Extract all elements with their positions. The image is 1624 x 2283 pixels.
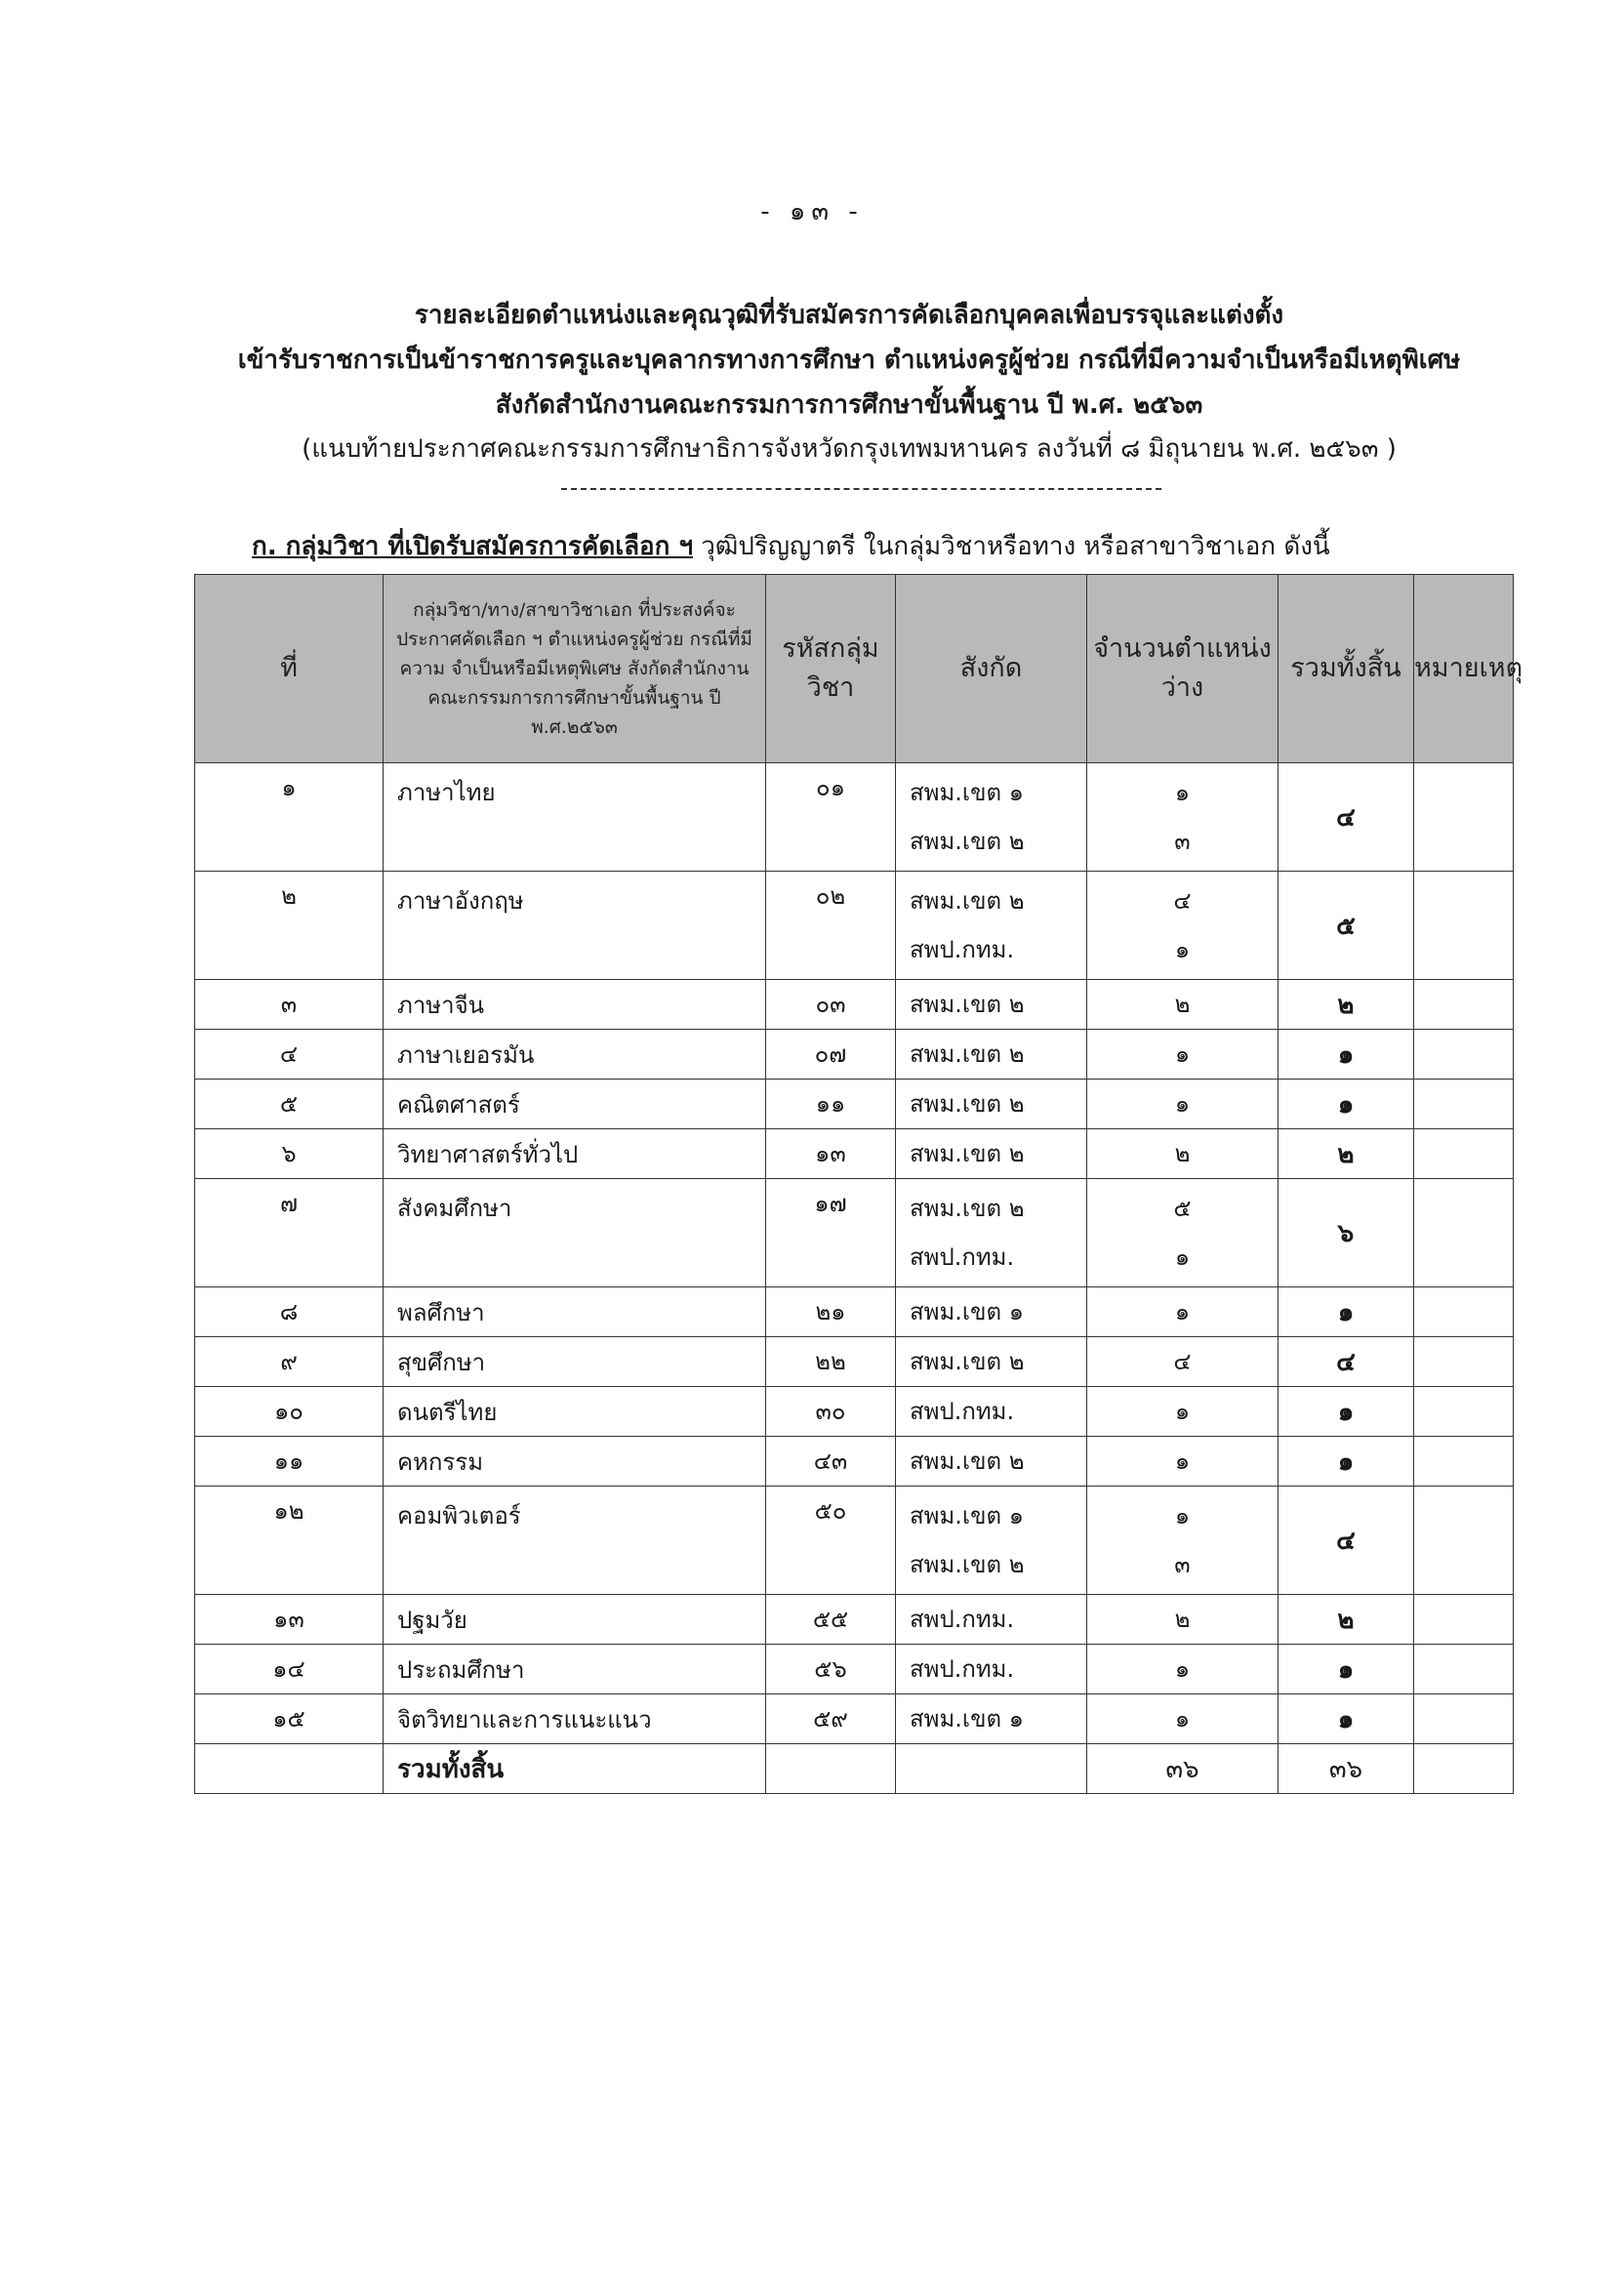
row-number: ๑๑ [195, 1437, 384, 1487]
positions-table [194, 574, 1523, 1794]
row-number: ๗ [195, 1179, 384, 1287]
row-code: ๑๓ [766, 1129, 896, 1179]
table-row [195, 1129, 1514, 1179]
section-label: ก. กลุ่มวิชา ที่เปิดรับสมัครการคัดเลือก ฯ [252, 532, 694, 561]
header-subject: กลุ่มวิชา/ทาง/สาขาวิชาเอก ที่ประสงค์จะประกาศคัดเลือก ฯ ตำแหน่งครูผู้ช่วย กรณีที่มีความ จำเป็นหรือมีเหตุพิเศษ สังกัดสำนักงานคณะกรรมการการศึกษาขั้นพื้นฐาน ปี พ.ศ.๒๕๖๓ [384, 575, 766, 763]
row-remark [1414, 1179, 1514, 1287]
row-subject: คหกรรม [384, 1437, 766, 1487]
table-header-row [195, 575, 1514, 763]
page-number: - ๑๓ - [760, 197, 864, 226]
header-vacancies: จำนวนตำแหน่งว่าง [1087, 575, 1279, 763]
row-remark [1414, 1129, 1514, 1179]
grand-total-empty [1414, 1744, 1514, 1794]
header-no: ที่ [195, 575, 384, 763]
row-vacancies [1087, 1487, 1279, 1595]
vacancy-count: ๔ [1173, 1348, 1192, 1375]
header-total: รวมทั้งสิ้น [1279, 575, 1414, 763]
row-total: ๑ [1279, 1645, 1414, 1694]
row-number: ๑๓ [195, 1595, 384, 1645]
row-affiliations [896, 1645, 1087, 1694]
table-row [195, 1387, 1514, 1437]
affiliation-item: สพม.เขต ๒ [910, 1090, 1025, 1118]
affiliation-item: สพม.เขต ๑ [910, 1298, 1024, 1325]
vacancy-count: ๑ [1174, 1705, 1191, 1733]
row-total: ๒ [1279, 1129, 1414, 1179]
row-affiliations [896, 980, 1087, 1030]
row-remark [1414, 1387, 1514, 1437]
vacancy-count: ๑ [1174, 936, 1191, 963]
row-total: ๑ [1279, 1694, 1414, 1744]
row-vacancies [1087, 763, 1279, 872]
row-vacancies [1087, 1437, 1279, 1487]
table-row [195, 1694, 1514, 1744]
row-remark [1414, 1645, 1514, 1694]
vacancy-count: ๑ [1174, 1298, 1191, 1325]
row-code: ๕๕ [766, 1595, 896, 1645]
row-remark [1414, 1437, 1514, 1487]
row-code: ๒๑ [766, 1287, 896, 1337]
row-remark [1414, 1487, 1514, 1595]
title-line-1: รายละเอียดตำแหน่งและคุณวุฒิที่รับสมัครการคัดเลือกบุคคลเพื่อบรรจุและแต่งตั้ง [414, 301, 1284, 330]
row-subject: ภาษาอังกฤษ [384, 872, 766, 980]
row-total: ๑ [1279, 1030, 1414, 1080]
row-affiliations [896, 1287, 1087, 1337]
row-total: ๑ [1279, 1287, 1414, 1337]
row-number: ๖ [195, 1129, 384, 1179]
header-code: รหัสกลุ่มวิชา [766, 575, 896, 763]
row-affiliations [896, 1595, 1087, 1645]
vacancy-count: ๕ [1173, 1195, 1192, 1222]
vacancy-count: ๑ [1174, 1655, 1191, 1683]
grand-total-label: รวมทั้งสิ้น [384, 1744, 766, 1794]
section-text: วุฒิปริญญาตรี ในกลุ่มวิชาหรือทาง หรือสาขาวิชาเอก ดังนี้ [693, 532, 1330, 561]
vacancy-count: ๑ [1174, 1447, 1191, 1475]
row-affiliations [896, 1694, 1087, 1744]
affiliation-item: สพป.กทม. [910, 936, 1015, 963]
row-code: ๕๙ [766, 1694, 896, 1744]
vacancy-count: ๑ [1174, 779, 1191, 806]
row-remark [1414, 872, 1514, 980]
row-number: ๔ [195, 1030, 384, 1080]
row-subject: ปฐมวัย [384, 1595, 766, 1645]
row-code: ๑๑ [766, 1080, 896, 1129]
row-number: ๑๔ [195, 1645, 384, 1694]
header-remark: หมายเหตุ [1414, 575, 1514, 763]
row-subject: คอมพิวเตอร์ [384, 1487, 766, 1595]
table-row [195, 1080, 1514, 1129]
row-total: ๒ [1279, 980, 1414, 1030]
row-remark [1414, 1287, 1514, 1337]
row-number: ๑๒ [195, 1487, 384, 1595]
dashed-separator [561, 488, 1161, 490]
affiliation-item: สพม.เขต ๒ [910, 887, 1025, 915]
vacancy-count: ๒ [1174, 1140, 1191, 1167]
table-row [195, 980, 1514, 1030]
row-vacancies [1087, 1337, 1279, 1387]
grand-total-empty [896, 1744, 1087, 1794]
row-code: ๐๓ [766, 980, 896, 1030]
table-row [195, 1645, 1514, 1694]
affiliation-item: สพป.กทม. [910, 1606, 1015, 1633]
table-row [195, 1030, 1514, 1080]
affiliation-item: สพป.กทม. [910, 1655, 1015, 1683]
row-total: ๔ [1279, 1487, 1414, 1595]
vacancy-count: ๑ [1174, 1040, 1191, 1068]
table-row [195, 1487, 1514, 1595]
affiliation-item: สพม.เขต ๒ [910, 1140, 1025, 1167]
affiliation-item: สพม.เขต ๒ [910, 1447, 1025, 1475]
row-number: ๘ [195, 1287, 384, 1337]
row-affiliations [896, 1337, 1087, 1387]
affiliation-item: สพม.เขต ๒ [910, 1040, 1025, 1068]
row-total: ๔ [1279, 1337, 1414, 1387]
row-total: ๑ [1279, 1080, 1414, 1129]
row-vacancies [1087, 872, 1279, 980]
row-subject: ภาษาจีน [384, 980, 766, 1030]
row-vacancies [1087, 1030, 1279, 1080]
title-line-3: สังกัดสำนักงานคณะกรรมการการศึกษาขั้นพื้นฐาน ปี พ.ศ. ๒๕๖๓ [495, 390, 1203, 420]
vacancy-count: ๑ [1174, 1398, 1191, 1425]
row-subject: คณิตศาสตร์ [384, 1080, 766, 1129]
row-code: ๒๒ [766, 1337, 896, 1387]
row-total: ๔ [1279, 763, 1414, 872]
table-row [195, 763, 1514, 872]
vacancy-count: ๒ [1174, 991, 1191, 1018]
row-code: ๑๗ [766, 1179, 896, 1287]
vacancy-count: ๑ [1174, 1502, 1191, 1529]
affiliation-item: สพม.เขต ๑ [910, 779, 1024, 806]
document-subtitle: (แนบท้ายประกาศคณะกรรมการศึกษาธิการจังหวัดกรุงเทพมหานคร ลงวันที่ ๘ มิถุนายน พ.ศ. ๒๕๖๓ ) [302, 434, 1397, 464]
affiliation-item: สพม.เขต ๑ [910, 1502, 1024, 1529]
row-vacancies [1087, 1595, 1279, 1645]
row-vacancies [1087, 1129, 1279, 1179]
row-remark [1414, 1080, 1514, 1129]
row-total: ๖ [1279, 1179, 1414, 1287]
vacancy-count: ๑ [1174, 1090, 1191, 1118]
row-remark [1414, 1694, 1514, 1744]
table-row [195, 1595, 1514, 1645]
row-affiliations [896, 1487, 1087, 1595]
row-number: ๓ [195, 980, 384, 1030]
vacancy-count: ๑ [1174, 1243, 1191, 1271]
row-total: ๒ [1279, 1595, 1414, 1645]
table-row [195, 1337, 1514, 1387]
row-remark [1414, 1337, 1514, 1387]
row-vacancies [1087, 1387, 1279, 1437]
row-remark [1414, 763, 1514, 872]
row-total: ๑ [1279, 1437, 1414, 1487]
row-code: ๓๐ [766, 1387, 896, 1437]
affiliation-item: สพม.เขต ๑ [910, 1705, 1024, 1733]
vacancy-count: ๒ [1174, 1606, 1191, 1633]
row-subject: สังคมศึกษา [384, 1179, 766, 1287]
row-code: ๐๑ [766, 763, 896, 872]
row-remark [1414, 1595, 1514, 1645]
affiliation-item: สพม.เขต ๒ [910, 1551, 1025, 1578]
row-vacancies [1087, 1179, 1279, 1287]
grand-total-empty [766, 1744, 896, 1794]
row-subject: วิทยาศาสตร์ทั่วไป [384, 1129, 766, 1179]
affiliation-item: สพป.กทม. [910, 1398, 1015, 1425]
row-number: ๑๕ [195, 1694, 384, 1744]
row-number: ๑๐ [195, 1387, 384, 1437]
row-subject: ประถมศึกษา [384, 1645, 766, 1694]
row-affiliations [896, 1129, 1087, 1179]
table-body [195, 763, 1514, 1794]
table-row [195, 1179, 1514, 1287]
row-affiliations [896, 1080, 1087, 1129]
row-number: ๙ [195, 1337, 384, 1387]
document-title [176, 293, 1522, 428]
row-subject: ภาษาไทย [384, 763, 766, 872]
row-affiliations [896, 763, 1087, 872]
row-vacancies [1087, 1645, 1279, 1694]
row-subject: สุขศึกษา [384, 1337, 766, 1387]
row-code: ๔๓ [766, 1437, 896, 1487]
row-affiliations [896, 1030, 1087, 1080]
affiliation-item: สพม.เขต ๒ [910, 828, 1025, 855]
row-vacancies [1087, 980, 1279, 1030]
row-number: ๑ [195, 763, 384, 872]
vacancy-count: ๓ [1174, 828, 1191, 855]
row-remark [1414, 980, 1514, 1030]
grand-total-row [195, 1744, 1514, 1794]
vacancy-count: ๓ [1174, 1551, 1191, 1578]
table-row [195, 1287, 1514, 1337]
row-subject: ภาษาเยอรมัน [384, 1030, 766, 1080]
table-row [195, 872, 1514, 980]
row-number: ๒ [195, 872, 384, 980]
row-vacancies [1087, 1694, 1279, 1744]
affiliation-item: สพม.เขต ๒ [910, 991, 1025, 1018]
row-code: ๐๒ [766, 872, 896, 980]
row-affiliations [896, 1387, 1087, 1437]
title-line-2: เข้ารับราชการเป็นข้าราชการครูและบุคลากรทางการศึกษา ตำแหน่งครูผู้ช่วย กรณีที่มีความจำเป็นหรือมีเหตุพิเศษ [237, 346, 1461, 375]
affiliation-item: สพม.เขต ๒ [910, 1195, 1025, 1222]
row-affiliations [896, 1437, 1087, 1487]
row-subject: ดนตรีไทย [384, 1387, 766, 1437]
row-affiliations [896, 1179, 1087, 1287]
row-affiliations [896, 872, 1087, 980]
header-affiliation: สังกัด [896, 575, 1087, 763]
row-code: ๐๗ [766, 1030, 896, 1080]
vacancy-count: ๔ [1173, 887, 1192, 915]
section-heading [252, 527, 1462, 566]
row-total: ๕ [1279, 872, 1414, 980]
row-subject: พลศึกษา [384, 1287, 766, 1337]
row-vacancies [1087, 1287, 1279, 1337]
row-remark [1414, 1030, 1514, 1080]
row-total: ๑ [1279, 1387, 1414, 1437]
grand-total-empty [195, 1744, 384, 1794]
row-code: ๕๖ [766, 1645, 896, 1694]
grand-total-vacancies: ๓๖ [1087, 1744, 1279, 1794]
affiliation-item: สพป.กทม. [910, 1243, 1015, 1271]
grand-total-sum: ๓๖ [1279, 1744, 1414, 1794]
affiliation-item: สพม.เขต ๒ [910, 1348, 1025, 1375]
table-row [195, 1437, 1514, 1487]
row-number: ๕ [195, 1080, 384, 1129]
row-subject: จิตวิทยาและการแนะแนว [384, 1694, 766, 1744]
row-code: ๕๐ [766, 1487, 896, 1595]
row-vacancies [1087, 1080, 1279, 1129]
